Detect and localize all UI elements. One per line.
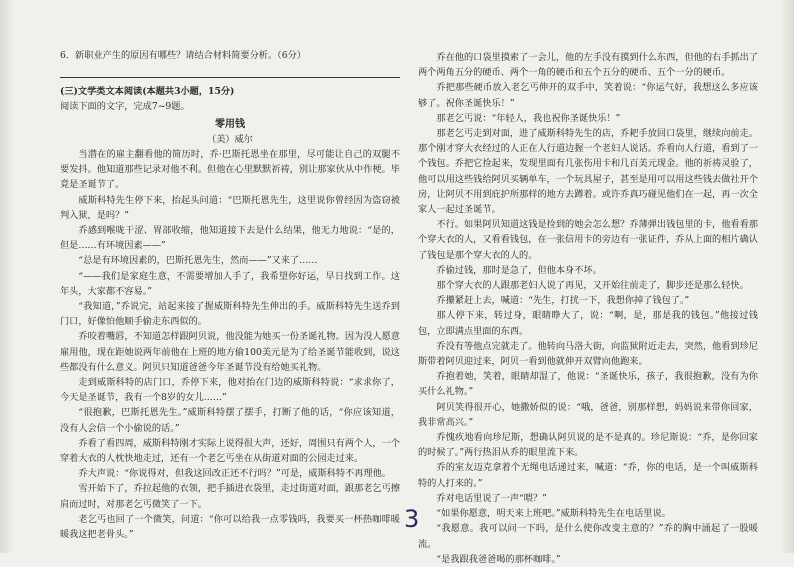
story-paragraph: 走到威斯科特的店门口，乔停下来，他对抬在门边的威斯科特说：“求求你了，今天是圣诞节，我有一个8岁的女儿……”	[60, 377, 400, 404]
story-paragraph: 不行。如果阿贝知道这钱是捡到的她会怎么想？乔薄弹出钱包里的卡，他看看那个穿大衣的人，又看看钱包，在一张信用卡的旁边有一张证件，乔从上面的相片确认了钱包是那个穿大衣的人的。	[418, 219, 758, 261]
story-paragraph: 当潜在的雇主翻看他的简历时，乔·巴斯托恩坐在那里，尽可能让自己的双腿不要发抖。他知道那些记录对他不利。但他在心里默默祈祷，别让那家伙从中作梗。毕竟是圣诞节了。	[60, 149, 400, 191]
story-author: （美）威尔	[207, 133, 253, 145]
story-paragraph: 乔感到喉咙干涩、胃部收缩，他知道接下去是什么结果，他无力地说：“是的，但是……有环境因素——”	[60, 225, 400, 252]
story-paragraph: “——我们是家庭生意，不需要增加人手了，我希望你好运，早日找到工作。这年头，大家都不容易。”	[60, 270, 400, 297]
right-story-body	[418, 50, 758, 567]
story-paragraph: 那人停下来，转过身，眼睛睁大了，说：“啊，是，那是我的钱包。”他接过钱包，立即满点里面的东西。	[418, 310, 758, 337]
left-column	[60, 36, 400, 542]
story-paragraph: 乔对电话里说了一声“喂？”	[436, 492, 547, 504]
section-title: (三)文学类文本阅读(本题共3小题，15分)	[60, 86, 235, 98]
left-story-body	[60, 147, 400, 542]
page-number: 3	[404, 505, 420, 533]
story-paragraph: 乔咬着嘴唇，不知道怎样跟阿贝说，他没能为她买一份圣诞礼物。因为没人愿意雇用他，现在距她说两年前他在上班的地方偷100美元是为了给圣诞节能收到，说这些都没有什么意义。阿贝只知道爸爸今年圣诞节没有给她买礼物。	[60, 331, 400, 373]
story-paragraph: 乔的室友迈克拿着个无绳电话递过来，喊道：“乔，你的电话，是一个叫威斯科特的人打来的。”	[418, 462, 758, 489]
story-paragraph: “总是有环境因素的，巴斯托恩先生，然而——”又来了……	[78, 255, 318, 267]
story-paragraph: 乔在他的口袋里摸索了一会儿，他的左手没有摸到什么东西，但他的右手抓出了两个两角五分的硬币、两个一角的硬币和五个五分的硬币、五个一分的硬币。	[418, 52, 758, 79]
story-paragraph: 乔把那些硬币放入老乞丐伸开的双手中，笑着说：“你运气好，我想这么多应该够了。祝你圣诞快乐！”	[418, 82, 758, 109]
story-paragraph: 乔愧疚地看向珍尼斯，想确认阿贝说的是不是真的。珍尼斯说：“乔，是你回家的时候了。”两行热泪从乔的眼里流下来。	[418, 432, 758, 459]
story-paragraph: “很抱歉，巴斯托恩先生。”威斯科特摆了摆手，打断了他的话，“你应该知道，没有人会信一个小偷说的话。”	[60, 407, 400, 434]
reading-instruction: 阅读下面的文字，完成7~9题。	[60, 101, 190, 113]
question-6: 6．新职业产生的原因有哪些？请结合材料简要分析。（6分）	[60, 50, 306, 61]
story-paragraph: 乔大声说：“你说得对，但我这回改正还不行吗？”可是，威斯科特不再理他。	[78, 468, 391, 480]
section-divider	[60, 77, 400, 78]
story-paragraph: 乔抱着她，笑着，眼睛却湿了，他说：“圣诞快乐，孩子，我很抱歉，没有为你买什么礼物。”	[418, 371, 758, 398]
story-paragraph: 那个穿大衣的人跟那老妇人说了再见，又开始往前走了，脚步还是那么轻快。	[436, 280, 749, 292]
right-column	[418, 50, 758, 567]
page-edge-shadow	[0, 0, 14, 553]
story-paragraph: 乔看了看四周，威斯科特刚才实际上说得很大声，还好，周围只有两个人，一个穿着大衣的人枕快地走过，还有一个老乞丐坐在从街道对面的公园走过来。	[60, 437, 400, 465]
story-paragraph: 老乞丐也回了一个微笑，问道：“你可以给我一点零钱吗，我要买一杯热咖啡暖暖我这把老骨头。”	[60, 513, 400, 541]
story-paragraph: 那老乞丐说：“年轻人，我也祝你圣诞快乐！”	[436, 112, 621, 124]
story-title: 零用钱	[215, 118, 245, 130]
page-edge-shadow	[780, 0, 794, 553]
story-paragraph: “如果你愿意，明天来上班吧。”威斯科特先生在电话里说。	[436, 508, 671, 520]
story-paragraph: 雪开始下了，乔拉起他的衣领，把手插进衣袋里，走过街道对面，跟那老乞丐擦肩而过时，对那老乞丐微笑了一下。	[60, 483, 400, 510]
story-paragraph: 乔没有等他点完就走了。他转向马洛大街，向监狱附近走去，突然，他看到珍尼斯带着阿贝迎过来，阿贝一看到他就伸开双臂向他跑来。	[418, 340, 758, 368]
story-paragraph: 乔攥紧赶上去，喊道：“先生，打扰一下，我想你掉了钱包了。”	[436, 295, 690, 307]
story-paragraph: 阿贝笑得很开心，她撒娇似的说：“哦，爸爸，别那样想，妈妈说来带你回家，我非常高兴。”	[418, 401, 758, 428]
story-paragraph: “我知道，”乔说完，站起来接了握威斯科特先生伸出的手。威斯科特先生送乔到门口，好像怕他顺手偷走东西似的。	[60, 301, 400, 328]
story-paragraph: 那老乞丐走到对面，进了威斯科特先生的店，乔耙手放回口袋里，继续向前走。那个刚才穿大衣经过的人正在人行道边握一个老妇人说话。乔看向人行道，看到了一个钱包。乔把它捡起来，发现里面有几张伤用卡和几百美元现金。他的祈祷灵验了，他可以用这些钱给阿贝买辆单车，一个玩具屋子，甚至是用可以用这些钱去做社开个房，让阿贝不用到庇护所那样的地方去蹲着。或许乔真巧碰见他们在一起，再一次全家人一起过圣诞节。	[418, 128, 758, 216]
story-paragraph: 威斯科特先生停下来，抬起头问道：“巴斯托恩先生，这里说你曾经因为盗窃被判入狱，是吗？”	[60, 194, 400, 221]
story-paragraph: 乔偷过钱，那时是急了，但他本身不坏。	[436, 264, 602, 276]
story-paragraph: “我愿意。我可以问一下吗，是什么使你改变主意的？”乔的胸中涌起了一股暖流。	[418, 523, 758, 550]
story-paragraph: “是我跟我爸爸喝的那杯咖啡。”	[436, 553, 561, 565]
